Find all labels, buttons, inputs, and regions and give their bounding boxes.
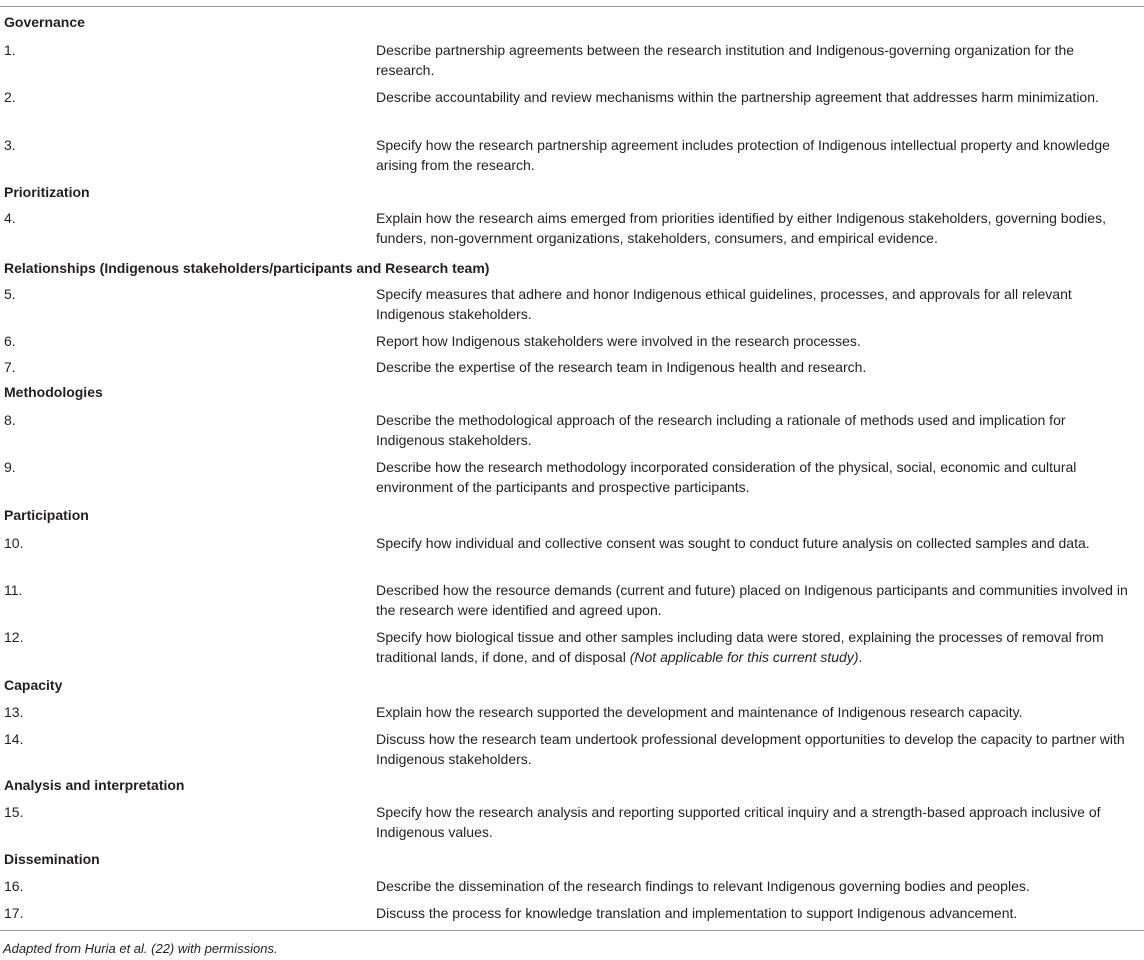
section-header: Methodologies xyxy=(4,384,103,400)
item-description xyxy=(376,457,1136,497)
section-header: Prioritization xyxy=(4,184,90,200)
item-description xyxy=(376,702,1136,722)
section-header: Governance xyxy=(4,14,85,30)
item-number: 5. xyxy=(4,286,16,302)
section-header: Relationships (Indigenous stakeholders/participants and Research team) xyxy=(4,260,490,276)
item-text: Describe the methodological approach of the research including a rationale of methods used and implication for Indigenous stakeholders. xyxy=(376,412,1066,448)
item-text: Discuss the process for knowledge translation and implementation to support Indigenous advancement. xyxy=(376,905,1018,921)
item-note: (Not applicable for this current study) xyxy=(629,649,859,665)
item-number: 16. xyxy=(4,878,24,894)
table-top-rule xyxy=(0,6,1144,7)
item-description xyxy=(376,208,1136,248)
item-number: 6. xyxy=(4,333,16,349)
item-description xyxy=(376,40,1136,80)
item-number: 11. xyxy=(4,582,23,598)
item-number: 7. xyxy=(4,359,16,375)
item-text: Specify how individual and collective consent was sought to conduct future analysis on collected samples and data. xyxy=(376,535,1090,551)
section-header: Participation xyxy=(4,507,89,523)
item-text: Specify measures that adhere and honor Indigenous ethical guidelines, processes, and approvals for all relevant Indigenous stakeholders. xyxy=(376,286,1072,322)
section-header: Dissemination xyxy=(4,851,100,867)
item-text-tail: . xyxy=(858,649,863,665)
item-description xyxy=(376,533,1136,553)
item-text: Describe the dissemination of the research findings to relevant Indigenous governing bodies and peoples. xyxy=(376,878,1030,894)
item-text: Describe the expertise of the research team in Indigenous health and research. xyxy=(376,359,867,375)
item-number: 1. xyxy=(4,42,16,58)
item-text: Explain how the research supported the development and maintenance of Indigenous research capacity. xyxy=(376,704,1023,720)
item-number: 3. xyxy=(4,137,16,153)
item-description xyxy=(376,903,1136,923)
item-text: Specify how biological tissue and other samples including data were stored, explaining the processes of removal from traditional lands, if done, and of disposal xyxy=(376,629,1104,665)
item-text: Specify how the research analysis and reporting supported critical inquiry and a strength-based approach inclusive of Indigenous values. xyxy=(376,804,1101,840)
item-description xyxy=(376,580,1136,620)
table-footnote: Adapted from Huria et al. (22) with permissions. xyxy=(3,941,278,956)
item-text: Discuss how the research team undertook professional development opportunities to develop the capacity to partner with Indigenous stakeholders. xyxy=(376,731,1125,767)
section-header: Capacity xyxy=(4,677,63,693)
item-number: 9. xyxy=(4,459,16,475)
item-text: Describe accountability and review mechanisms within the partnership agreement that addresses harm minimization. xyxy=(376,89,1099,105)
item-description xyxy=(376,87,1136,107)
item-text: Describe how the research methodology incorporated consideration of the physical, social, economic and cultural environment of the participants and prospective participants. xyxy=(376,459,1077,495)
item-number: 15. xyxy=(4,804,24,820)
item-text: Describe partnership agreements between the research institution and Indigenous-governing organization for the research. xyxy=(376,42,1075,78)
item-description xyxy=(376,410,1136,450)
item-number: 12. xyxy=(4,629,24,645)
item-description xyxy=(376,627,1136,667)
item-description xyxy=(376,135,1136,175)
item-description xyxy=(376,357,1136,377)
item-text: Specify how the research partnership agreement includes protection of Indigenous intellectual property and knowledge arising from the research. xyxy=(376,137,1110,173)
item-description xyxy=(376,802,1136,842)
item-number: 14. xyxy=(4,731,24,747)
item-text: Explain how the research aims emerged from priorities identified by either Indigenous stakeholders, governing bodies, funders, non-government organizations, stakeholders, consumers, and empirical evidence. xyxy=(376,210,1106,246)
section-header: Analysis and interpretation xyxy=(4,777,185,793)
item-number: 10. xyxy=(4,535,24,551)
item-number: 17. xyxy=(4,905,24,921)
item-description xyxy=(376,331,1136,351)
item-number: 4. xyxy=(4,210,16,226)
item-description xyxy=(376,284,1136,324)
item-text: Report how Indigenous stakeholders were involved in the research processes. xyxy=(376,333,861,349)
item-number: 13. xyxy=(4,704,24,720)
item-text: Described how the resource demands (current and future) placed on Indigenous participants and communities involved in the research were identified and agreed upon. xyxy=(376,582,1128,618)
item-number: 8. xyxy=(4,412,16,428)
item-number: 2. xyxy=(4,89,16,105)
table-bottom-rule xyxy=(0,930,1144,931)
item-description xyxy=(376,876,1136,896)
item-description xyxy=(376,729,1136,769)
